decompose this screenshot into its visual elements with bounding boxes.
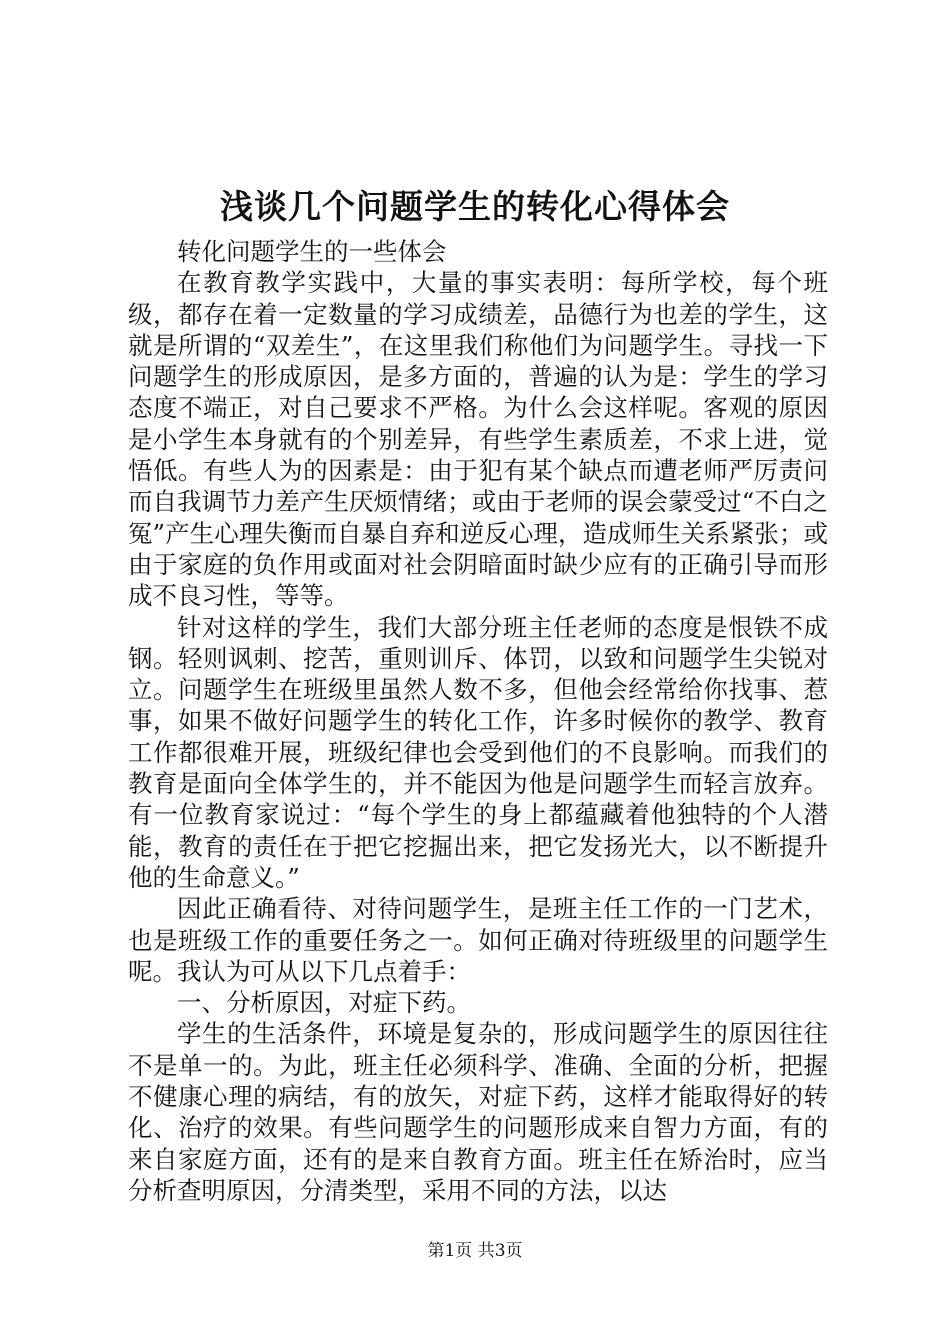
document-body <box>128 236 828 1206</box>
paragraph-subtitle: 转化问题学生的一些体会 <box>177 237 447 266</box>
section-heading-1: 一、分析原因，对症下药。 <box>177 988 471 1018</box>
paragraph-2: 针对这样的学生，我们大部分班主任老师的态度是恨铁不成钢。轻则讽刺、挖苦，重则训斥、体罚，以致和问题学生尖锐对立。问题学生在班级里虽然人数不多，但他会经常给你找事、惹事，如果不做好问题学生的转化工作，许多时候你的教学、教育工作都很难开展，班级纪律也会受到他们的不良影响。而我们的教育是面向全体学生的，并不能因为他是问题学生而轻言放弃。有一位教育家说过：“每个学生的身上都蕴藏着他独特的个人潜能，教育的责任在于把它挖掘出来，把它发扬光大，以不断提升他的生命意义。” <box>128 612 828 892</box>
paragraph-4: 学生的生活条件，环境是复杂的，形成问题学生的原因往往不是单一的。为此，班主任必须科学、准确、全面的分析，把握不健康心理的病结，有的放矢，对症下药，这样才能取得好的转化、治疗的效果。有些问题学生的问题形成来自智力方面，有的来自家庭方面，还有的是来自教育方面。班主任在矫治时，应当分析查明原因，分清类型，采用不同的方法，以达 <box>128 1019 828 1205</box>
paragraph-1: 在教育教学实践中，大量的事实表明：每所学校，每个班级，都存在着一定数量的学习成绩差，品德行为也差的学生，这就是所谓的“双差生”，在这里我们称他们为问题学生。寻找一下问题学生的形成原因，是多方面的，普遍的认为是：学生的学习态度不端正，对自己要求不严格。为什么会这样呢。客观的原因是小学生本身就有的个别差异，有些学生素质差，不求上进，觉悟低。有些人为的因素是：由于犯有某个缺点而遭老师严厉责问而自我调节力差产生厌烦情绪；或由于老师的误会蒙受过“不白之冤”产生心理失衡而自暴自弃和逆反心理，造成师生关系紧张；或由于家庭的负作用或面对社会阴暗面时缺少应有的正确引导而形成不良习性，等等。 <box>128 268 828 611</box>
page-number-footer: 第1页 共3页 <box>427 1241 523 1261</box>
document-title: 浅谈几个问题学生的转化心得体会 <box>220 187 730 226</box>
paragraph-3: 因此正确看待、对待问题学生，是班主任工作的一门艺术，也是班级工作的重要任务之一。如何正确对待班级里的问题学生呢。我认为可从以下几点着手： <box>128 894 828 986</box>
